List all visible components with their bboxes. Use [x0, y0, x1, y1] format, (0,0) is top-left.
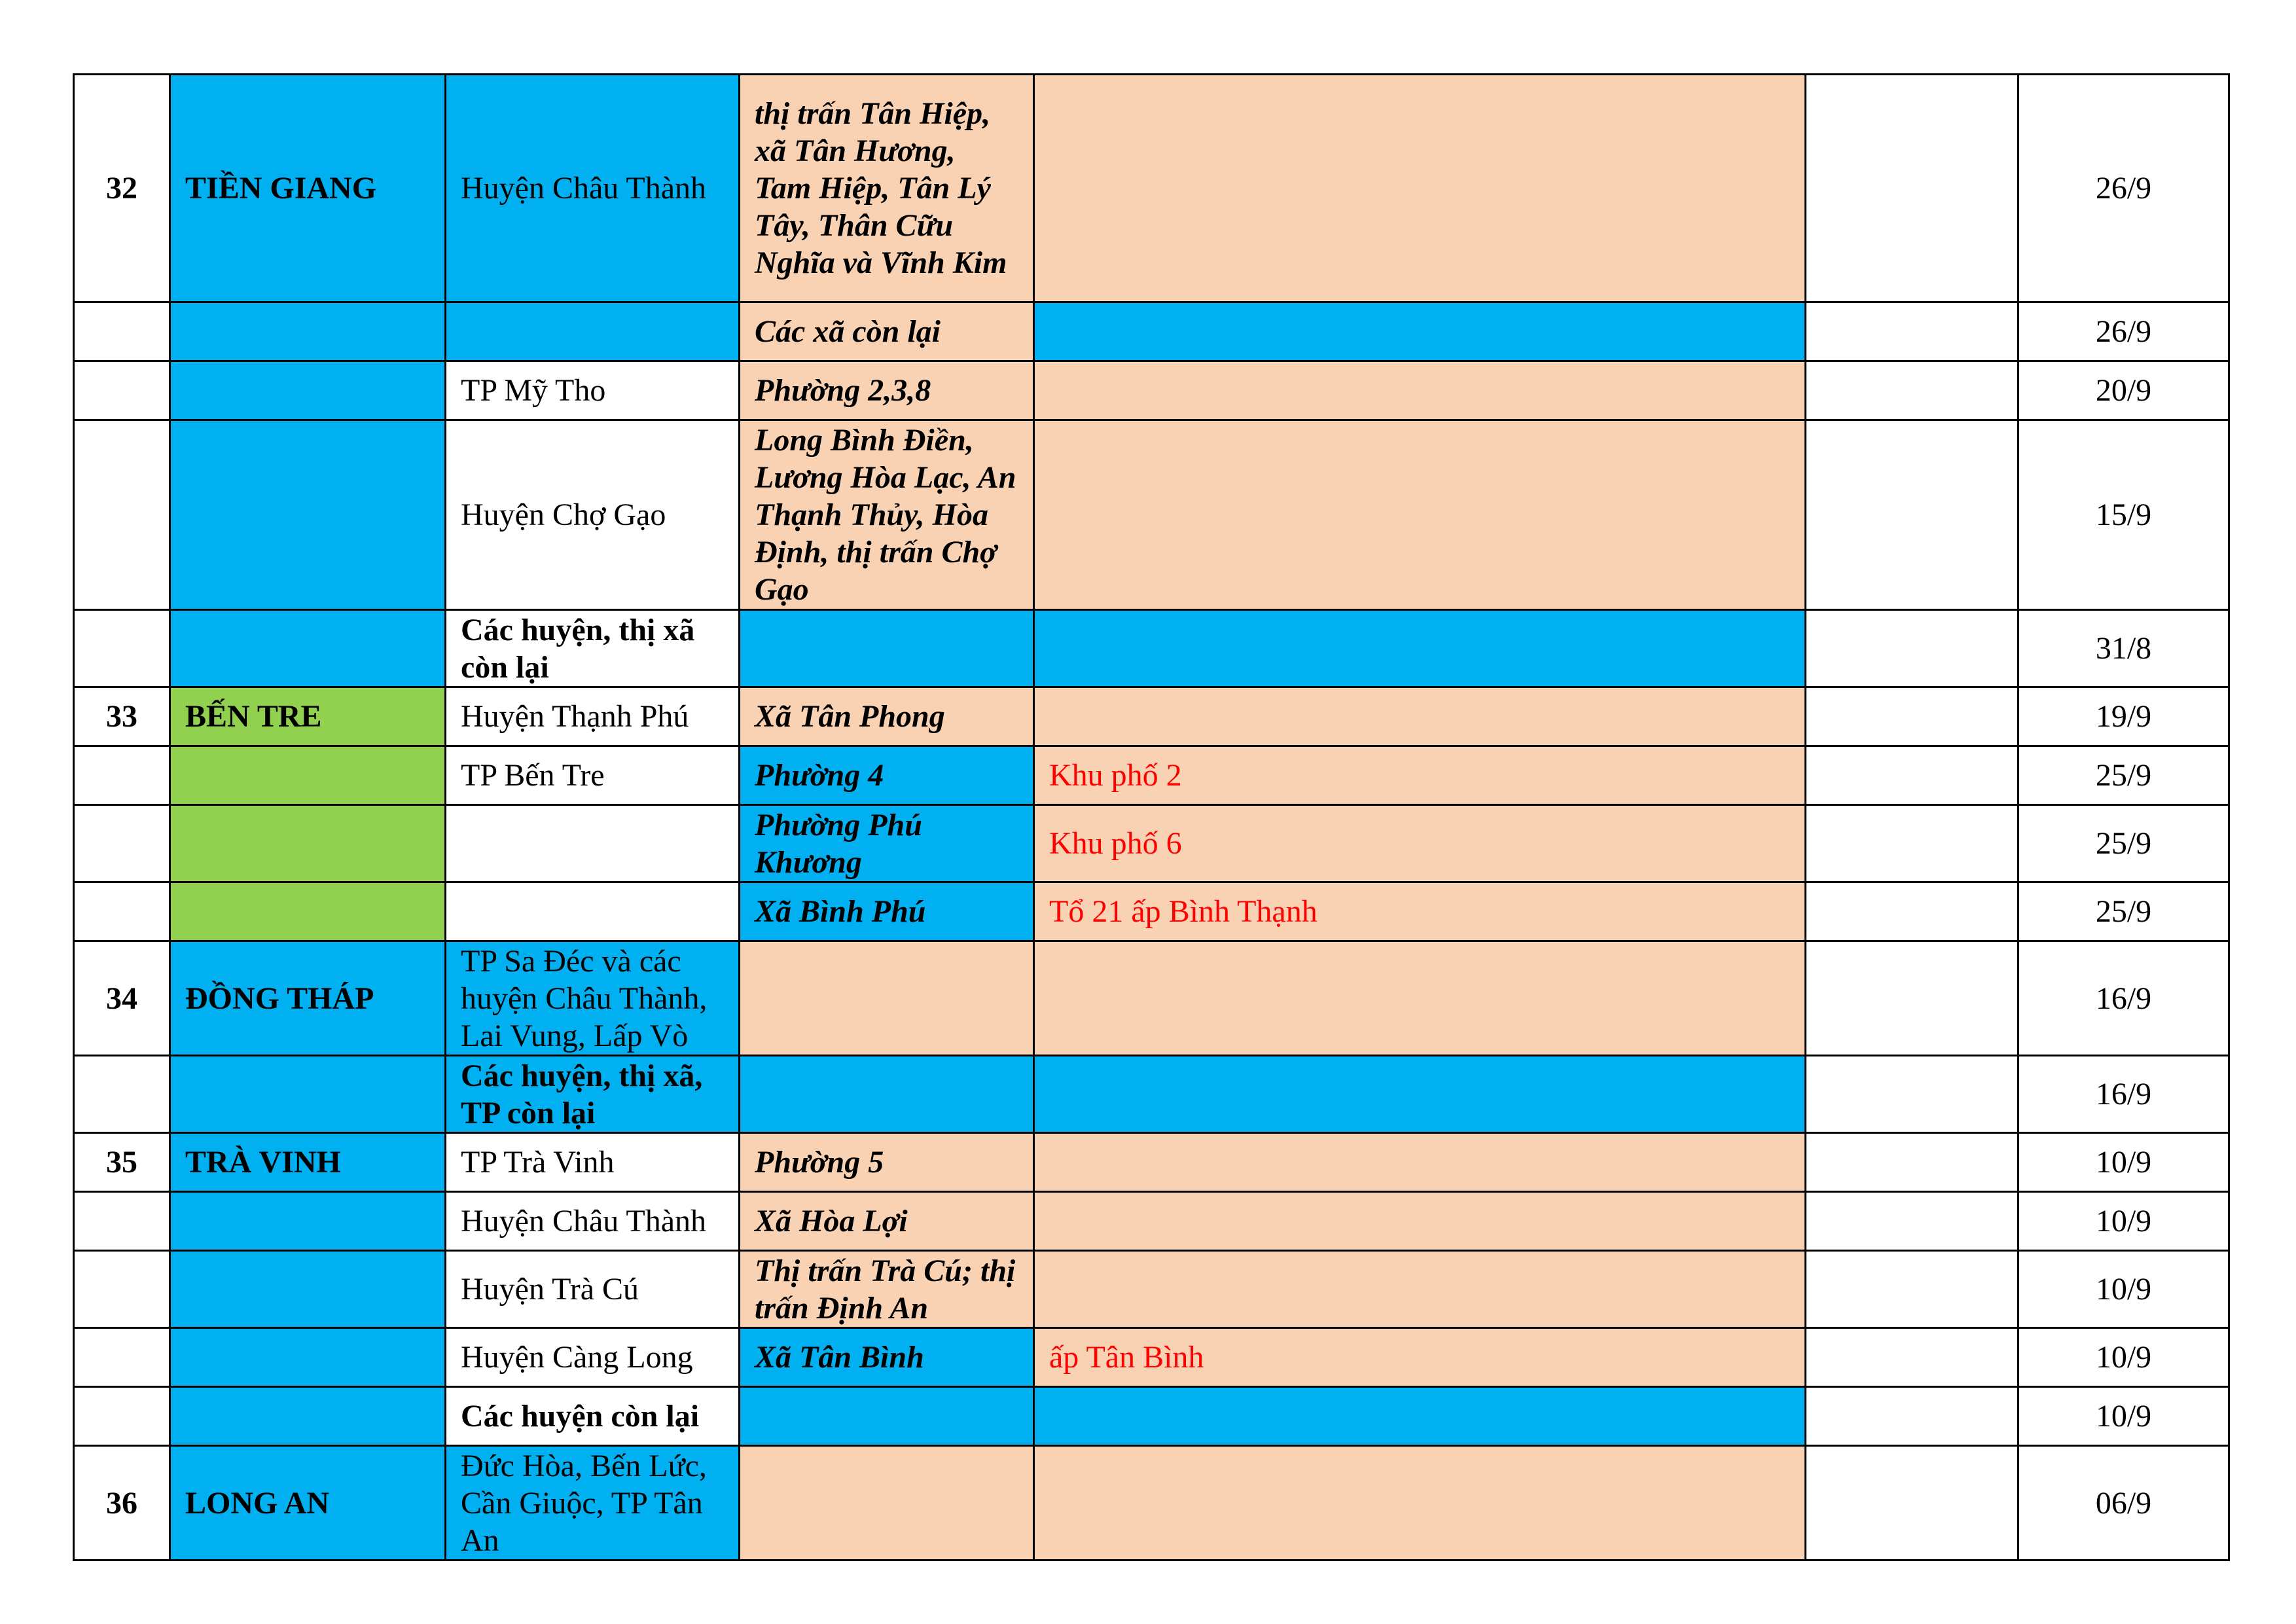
area-cell: [1034, 1133, 1806, 1192]
row-number: [74, 882, 170, 941]
district-cell: Các huyện, thị xã còn lại: [446, 610, 740, 687]
district-cell: TP Trà Vinh: [446, 1133, 740, 1192]
table-row: [74, 302, 2229, 361]
date-cell: 15/9: [2018, 420, 2229, 610]
district-cell: TP Mỹ Tho: [446, 361, 740, 420]
row-number: [74, 302, 170, 361]
row-number: [74, 1387, 170, 1446]
note-cell: [1806, 1328, 2018, 1387]
commune-cell: Xã Hòa Lợi: [740, 1192, 1034, 1251]
commune-cell: Xã Tân Bình: [740, 1328, 1034, 1387]
area-cell: [1034, 1446, 1806, 1561]
area-cell: [1034, 420, 1806, 610]
date-cell: 20/9: [2018, 361, 2229, 420]
row-number: [74, 1056, 170, 1133]
province-name: [170, 882, 446, 941]
date-cell: 19/9: [2018, 687, 2229, 746]
table-row: [74, 75, 2229, 302]
commune-cell: Thị trấn Trà Cú; thị trấn Định An: [740, 1251, 1034, 1328]
district-cell: Huyện Chợ Gạo: [446, 420, 740, 610]
note-cell: [1806, 1056, 2018, 1133]
district-cell: Huyện Trà Cú: [446, 1251, 740, 1328]
note-cell: [1806, 746, 2018, 805]
row-number: [74, 420, 170, 610]
note-cell: [1806, 1387, 2018, 1446]
commune-cell: [740, 1446, 1034, 1561]
date-cell: 25/9: [2018, 746, 2229, 805]
date-cell: 25/9: [2018, 805, 2229, 882]
commune-cell: [740, 941, 1034, 1056]
province-name: [170, 361, 446, 420]
date-cell: 26/9: [2018, 75, 2229, 302]
note-cell: [1806, 1133, 2018, 1192]
date-cell: 10/9: [2018, 1192, 2229, 1251]
district-cell: [446, 302, 740, 361]
province-name: [170, 1192, 446, 1251]
district-cell: Huyện Càng Long: [446, 1328, 740, 1387]
province-name: [170, 302, 446, 361]
row-number: [74, 746, 170, 805]
row-number: [74, 1251, 170, 1328]
district-cell: Huyện Thạnh Phú: [446, 687, 740, 746]
province-name: [170, 1387, 446, 1446]
commune-cell: thị trấn Tân Hiệp, xã Tân Hương, Tam Hiệp, Tân Lý Tây, Thân Cữu Nghĩa và Vĩnh Kim: [740, 75, 1034, 302]
province-name: LONG AN: [170, 1446, 446, 1561]
note-cell: [1806, 882, 2018, 941]
area-cell: [1034, 610, 1806, 687]
commune-cell: [740, 1056, 1034, 1133]
table-row: [74, 610, 2229, 687]
row-number: [74, 805, 170, 882]
area-cell: [1034, 361, 1806, 420]
row-number: 32: [74, 75, 170, 302]
note-cell: [1806, 75, 2018, 302]
date-cell: 06/9: [2018, 1446, 2229, 1561]
province-name: TRÀ VINH: [170, 1133, 446, 1192]
row-number: 36: [74, 1446, 170, 1561]
district-cell: Đức Hòa, Bến Lức, Cần Giuộc, TP Tân An: [446, 1446, 740, 1561]
note-cell: [1806, 420, 2018, 610]
district-cell: Các huyện còn lại: [446, 1387, 740, 1446]
district-cell: TP Sa Đéc và các huyện Châu Thành, Lai Vung, Lấp Vò: [446, 941, 740, 1056]
date-cell: 10/9: [2018, 1133, 2229, 1192]
area-cell: [1034, 1192, 1806, 1251]
note-cell: [1806, 361, 2018, 420]
commune-cell: Phường 4: [740, 746, 1034, 805]
row-number: [74, 610, 170, 687]
date-cell: 16/9: [2018, 1056, 2229, 1133]
date-cell: 31/8: [2018, 610, 2229, 687]
province-name: [170, 1251, 446, 1328]
row-number: [74, 361, 170, 420]
date-cell: 16/9: [2018, 941, 2229, 1056]
area-cell: [1034, 941, 1806, 1056]
row-number: 35: [74, 1133, 170, 1192]
row-number: 33: [74, 687, 170, 746]
table-row: [74, 746, 2229, 805]
province-name: [170, 610, 446, 687]
commune-cell: Phường 5: [740, 1133, 1034, 1192]
commune-cell: [740, 1387, 1034, 1446]
note-cell: [1806, 302, 2018, 361]
table-row: [74, 1251, 2229, 1328]
note-cell: [1806, 610, 2018, 687]
province-name: [170, 1328, 446, 1387]
note-cell: [1806, 941, 2018, 1056]
table-row: [74, 361, 2229, 420]
province-name: [170, 746, 446, 805]
table-row: [74, 1446, 2229, 1561]
table-row: [74, 805, 2229, 882]
date-cell: 10/9: [2018, 1387, 2229, 1446]
table-row: [74, 1133, 2229, 1192]
province-name: BẾN TRE: [170, 687, 446, 746]
area-cell: [1034, 75, 1806, 302]
date-cell: 26/9: [2018, 302, 2229, 361]
area-cell: [1034, 1251, 1806, 1328]
district-cell: Huyện Châu Thành: [446, 1192, 740, 1251]
note-cell: [1806, 1446, 2018, 1561]
date-cell: 10/9: [2018, 1251, 2229, 1328]
district-cell: TP Bến Tre: [446, 746, 740, 805]
date-cell: 10/9: [2018, 1328, 2229, 1387]
commune-cell: Long Bình Điền, Lương Hòa Lạc, An Thạnh Thủy, Hòa Định, thị trấn Chợ Gạo: [740, 420, 1034, 610]
commune-cell: Xã Bình Phú: [740, 882, 1034, 941]
table-row: [74, 1328, 2229, 1387]
area-cell: Khu phố 2: [1034, 746, 1806, 805]
table-row: [74, 941, 2229, 1056]
area-cell: [1034, 302, 1806, 361]
commune-cell: [740, 610, 1034, 687]
area-cell: [1034, 1056, 1806, 1133]
table-row: [74, 1056, 2229, 1133]
district-cell: [446, 882, 740, 941]
district-cell: [446, 805, 740, 882]
row-number: 34: [74, 941, 170, 1056]
table-row: [74, 882, 2229, 941]
area-cell: Khu phố 6: [1034, 805, 1806, 882]
table-row: [74, 1387, 2229, 1446]
note-cell: [1806, 805, 2018, 882]
commune-cell: Phường Phú Khương: [740, 805, 1034, 882]
note-cell: [1806, 687, 2018, 746]
date-cell: 25/9: [2018, 882, 2229, 941]
area-cell: [1034, 687, 1806, 746]
area-cell: [1034, 1387, 1806, 1446]
area-cell: ấp Tân Bình: [1034, 1328, 1806, 1387]
commune-cell: Các xã còn lại: [740, 302, 1034, 361]
table-row: [74, 1192, 2229, 1251]
commune-cell: Xã Tân Phong: [740, 687, 1034, 746]
row-number: [74, 1192, 170, 1251]
note-cell: [1806, 1251, 2018, 1328]
regional-schedule-table: [73, 73, 2230, 1561]
note-cell: [1806, 1192, 2018, 1251]
province-name: TIỀN GIANG: [170, 75, 446, 302]
district-cell: Huyện Châu Thành: [446, 75, 740, 302]
table-row: [74, 687, 2229, 746]
province-name: [170, 1056, 446, 1133]
commune-cell: Phường 2,3,8: [740, 361, 1034, 420]
province-name: [170, 420, 446, 610]
table-row: [74, 420, 2229, 610]
area-cell: Tổ 21 ấp Bình Thạnh: [1034, 882, 1806, 941]
district-cell: Các huyện, thị xã, TP còn lại: [446, 1056, 740, 1133]
province-name: [170, 805, 446, 882]
row-number: [74, 1328, 170, 1387]
province-name: ĐỒNG THÁP: [170, 941, 446, 1056]
